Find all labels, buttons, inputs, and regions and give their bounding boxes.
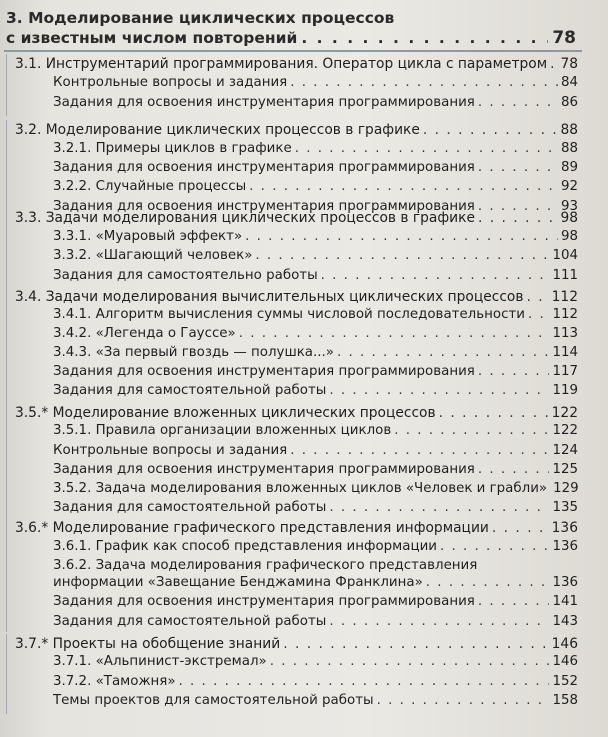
toc-entry-title: 3.4. Задачи моделирования вычислительных циклических процессов — [15, 289, 524, 305]
toc-entry[interactable] — [7, 691, 578, 711]
toc-section-3-3 — [6, 208, 578, 290]
toc-section-3-7 — [6, 634, 578, 714]
toc-entry-title: 3.2.2. Случайные процессы — [53, 179, 247, 194]
toc-entry-title: 3.7.2. «Таможня» — [53, 674, 176, 689]
leader-dots — [337, 343, 549, 363]
toc-entry[interactable] — [7, 573, 578, 593]
toc-entry[interactable] — [7, 498, 578, 518]
leader-dots — [179, 672, 550, 692]
toc-page-number: 122 — [551, 405, 578, 421]
toc-entry[interactable] — [7, 479, 578, 499]
toc-entry[interactable] — [7, 54, 578, 74]
leader-dots — [550, 54, 557, 74]
toc-entry-title: 3.2. Моделирование циклических процессов в графике — [15, 122, 420, 138]
toc-entry-title: 3.5.1. Правила организации вложенных циклов — [53, 423, 392, 438]
toc-page-number: 122 — [552, 423, 578, 438]
leader-dots — [492, 518, 549, 538]
toc-entry[interactable] — [7, 227, 578, 247]
toc-page-number: 92 — [560, 179, 578, 194]
leader-dots — [439, 403, 549, 423]
toc-entry[interactable] — [7, 266, 578, 286]
leader-dots — [377, 691, 550, 711]
toc-entry[interactable] — [7, 612, 578, 632]
toc-page-number: 152 — [552, 674, 578, 689]
toc-entry-wrapped-line[interactable]: 3.6.2. Задача моделирования графического представления — [53, 558, 478, 573]
toc-entry-title: Задания для освоения инструментария программирования — [53, 364, 475, 379]
leader-dots — [301, 28, 548, 48]
toc-page-number: 78 — [560, 56, 578, 72]
toc-page-number: 114 — [552, 345, 578, 360]
toc-section-3-2 — [6, 120, 578, 220]
toc-entry[interactable] — [7, 652, 578, 672]
toc-entry-title: 3.3.2. «Шагающий человек» — [53, 248, 253, 263]
toc-entry[interactable] — [7, 362, 578, 382]
chapter-page-number: 78 — [552, 28, 576, 48]
toc-entry[interactable] — [7, 343, 578, 363]
chapter-title-line2-row — [6, 28, 576, 48]
toc-page-number: 86 — [560, 95, 578, 110]
toc-entry[interactable] — [7, 305, 578, 325]
toc-entry-title: Задания для освоения инструментария программирования — [53, 160, 475, 175]
toc-section-3-4 — [6, 287, 578, 407]
toc-entry[interactable] — [7, 208, 578, 228]
toc-entry-title: Задания для освоения инструментария программирования — [53, 462, 475, 477]
leader-dots — [528, 305, 549, 325]
toc-entry-title: 3.2.1. Примеры циклов в графике — [53, 141, 292, 156]
toc-entry-title: 3.7.1. «Альпинист-экстремал» — [53, 654, 267, 669]
toc-entry-title: 3.4.3. «За первый гвоздь — полушка...» — [53, 345, 334, 360]
toc-page-number: 125 — [552, 462, 578, 477]
toc-entry-title: 3.3. Задачи моделирования циклических процессов в графике — [15, 210, 475, 226]
toc-entry[interactable] — [7, 460, 578, 480]
leader-dots — [478, 362, 550, 382]
leader-dots — [478, 93, 558, 113]
toc-section-3-5 — [6, 403, 578, 521]
leader-dots — [440, 537, 549, 557]
chapter-heading — [6, 8, 576, 48]
toc-entry-title: 3.4.2. «Легенда о Гауссе» — [53, 326, 236, 341]
toc-page-number: 129 — [553, 481, 579, 496]
leader-dots — [478, 460, 550, 480]
toc-entry-title: 3.5.* Моделирование вложенных циклических процессов — [15, 405, 436, 421]
toc-entry[interactable] — [7, 381, 578, 401]
toc-entry[interactable] — [7, 73, 578, 93]
leader-dots — [283, 634, 548, 654]
toc-entry-title: Задания для самостоятельной работы — [53, 383, 327, 398]
toc-entry-title: 3.5.2. Задача моделирования вложенных циклов «Человек и грабли» — [53, 481, 548, 496]
toc-page-number: 136 — [552, 539, 578, 554]
leader-dots — [245, 227, 558, 247]
toc-entry-title: 3.6.1. График как способ представления информации — [53, 539, 437, 554]
toc-page-number: 158 — [552, 693, 578, 708]
toc-page-number: 112 — [551, 289, 578, 305]
toc-entry-title: Контрольные вопросы и задания — [53, 75, 288, 90]
toc-entry[interactable] — [7, 120, 578, 140]
leader-dots — [295, 139, 558, 159]
leader-dots — [478, 208, 557, 228]
toc-entry[interactable] — [7, 287, 578, 307]
toc-entry[interactable] — [7, 139, 578, 159]
toc-page-number: 117 — [552, 364, 578, 379]
toc-entry-title: Задания для самостоятельной работы — [53, 614, 327, 629]
leader-dots — [239, 324, 550, 344]
toc-entry-title: Задания для самостоятельно работы — [53, 268, 318, 283]
toc-entry[interactable] — [7, 93, 578, 113]
leader-dots — [255, 246, 549, 266]
leader-dots — [423, 120, 558, 140]
leader-dots — [478, 592, 550, 612]
toc-page-number: 88 — [560, 122, 578, 138]
toc-entry-title: Задания для освоения инструментария программирования — [53, 594, 475, 609]
toc-entry-title: информации «Завещание Бенджамина Франклина» — [53, 575, 423, 590]
leader-dots — [526, 287, 548, 307]
toc-entry-title: Задания для самостоятельной работы — [53, 500, 327, 515]
leader-dots — [290, 73, 558, 93]
toc-page-number: 124 — [552, 443, 578, 458]
toc-entry-title: Темы проектов для самостоятельной работы — [53, 693, 374, 708]
toc-page-number: 98 — [560, 210, 578, 226]
toc-entry-title: 3.3.1. «Муаровый эффект» — [53, 229, 243, 244]
toc-page-number: 98 — [560, 229, 578, 244]
toc-page-number: 93 — [560, 199, 578, 214]
toc-entry[interactable] — [7, 246, 578, 266]
toc-section-3-6 — [6, 518, 578, 632]
toc-page-number: 146 — [551, 636, 578, 652]
chapter-title-line2: с известным числом повторений — [6, 29, 298, 47]
toc-page-number: 136 — [552, 575, 578, 590]
toc-page-number: 88 — [560, 141, 578, 156]
toc-page-number: 104 — [552, 248, 578, 263]
toc-entry[interactable] — [7, 592, 578, 612]
toc-entry[interactable] — [7, 421, 578, 441]
toc-page-number: 89 — [560, 160, 578, 175]
leader-dots — [321, 266, 550, 286]
toc-page-number: 119 — [552, 383, 578, 398]
toc-page-number: 141 — [552, 594, 578, 609]
toc-entry-title: 3.7.* Проекты на обобщение знаний — [15, 636, 281, 652]
leader-dots — [329, 498, 549, 518]
toc-page-number: 136 — [551, 520, 578, 536]
toc-page-number: 113 — [552, 326, 578, 341]
leader-dots — [329, 612, 549, 632]
toc-entry-title: 3.1. Инструментарий программирования. Оператор цикла с параметром — [15, 56, 548, 72]
leader-dots — [426, 573, 550, 593]
chapter-divider — [4, 50, 582, 52]
toc-entry[interactable] — [7, 634, 578, 654]
leader-dots — [394, 421, 549, 441]
toc-section-3-1 — [6, 54, 578, 116]
toc-entry[interactable] — [7, 672, 578, 692]
toc-entry[interactable] — [7, 177, 578, 197]
toc-entry-title: 3.6.* Моделирование графического представления информации — [15, 520, 489, 536]
leader-dots — [249, 177, 558, 197]
toc-entry-title: Контрольные вопросы и задания — [53, 443, 288, 458]
leader-dots — [329, 381, 549, 401]
toc-entry[interactable] — [7, 324, 578, 344]
leader-dots — [478, 158, 558, 178]
toc-entry-title: 3.4.1. Алгоритм вычисления суммы числовой последовательности — [53, 307, 525, 322]
chapter-title-line1: 3. Моделирование циклических процессов — [6, 9, 395, 27]
toc-page-number: 143 — [552, 614, 578, 629]
toc-entry-title: Задания для освоения инструментария программирования — [53, 95, 475, 110]
toc-entry[interactable] — [7, 537, 578, 557]
toc-entry[interactable] — [7, 158, 578, 178]
toc-entry[interactable] — [7, 403, 578, 423]
leader-dots — [290, 441, 549, 461]
toc-entry[interactable] — [7, 518, 578, 538]
toc-page-number: 135 — [552, 500, 578, 515]
toc-page-number: 146 — [552, 654, 578, 669]
toc-page-number: 111 — [552, 268, 578, 283]
toc-page-number: 112 — [552, 307, 578, 322]
toc-entry[interactable] — [7, 441, 578, 461]
toc-entry-title: Задания для освоения инструментария программирования — [53, 199, 475, 214]
toc-page-number: 84 — [560, 75, 578, 90]
leader-dots — [270, 652, 550, 672]
